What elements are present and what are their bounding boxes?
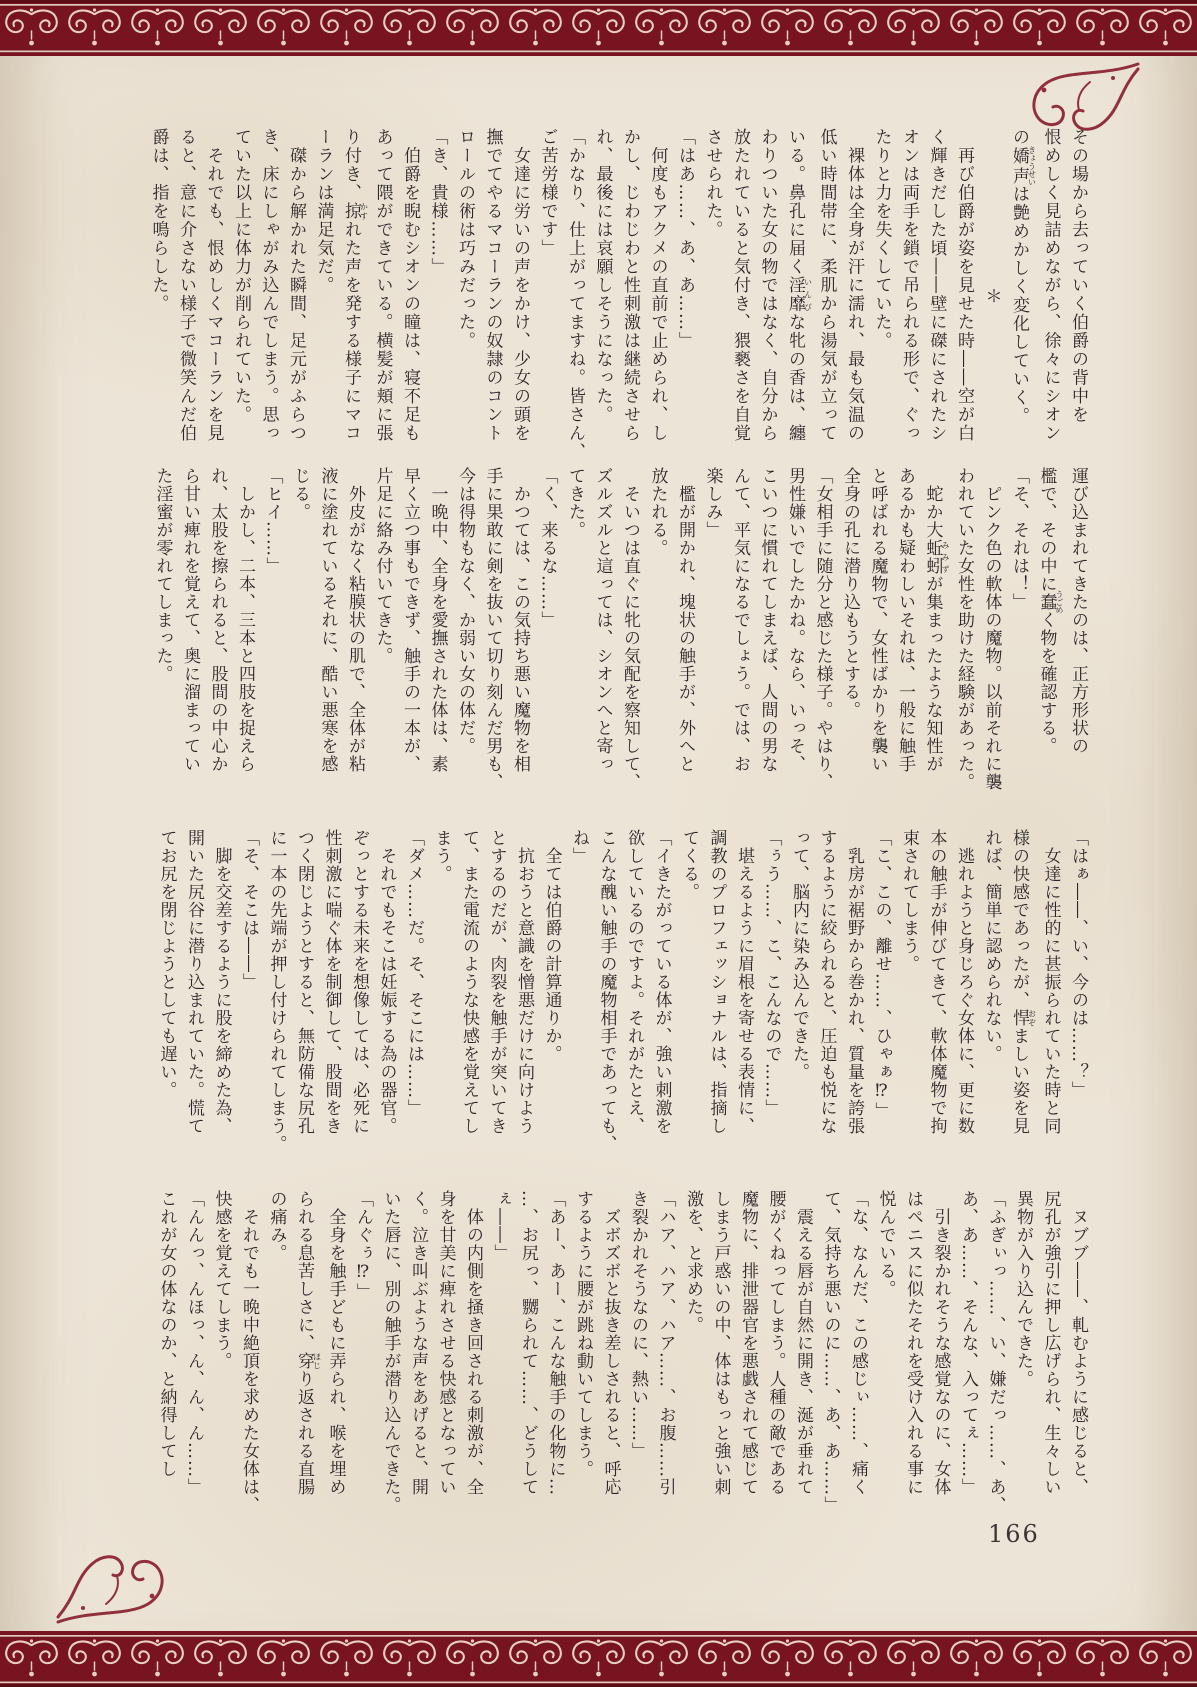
text-column: 「ふぎぃっ……、い、嫌だっ……、あ、 (985, 1190, 1006, 1514)
text-column: するように腰が跳ね動いてしまう。 (573, 1190, 593, 1478)
text-column: り付き、掠かすれた声を発する様子にマコ (341, 128, 369, 443)
text-column: するように絞られると、圧迫も悦にな (816, 829, 837, 1135)
text-column: てお尻を閉じようとしても遅い。 (156, 829, 177, 1099)
text-column: 撫でてやるマコーランの奴隷のコント (482, 128, 503, 443)
text-column: …、お尻っ、嬲られて……、どうして (518, 1190, 538, 1496)
text-column: の痛み。 (266, 1190, 287, 1262)
text-column: 「あー、あー、こんな触手の化物に… (545, 1190, 566, 1496)
text-column: それでもそこは妊娠する為の器官。 (376, 829, 397, 1135)
text-column: ると、意に介さない様子で微笑んだ伯 (176, 128, 196, 443)
text-column: 全身を触手どもに弄られ、喉を埋め (325, 1190, 346, 1496)
text-column: つく閉じようとすると、無防備な尻孔 (294, 829, 314, 1135)
text-column: た淫蜜が零れてしまった。 (152, 467, 173, 683)
text-column: 欲しているのですよ。それがたとえ、 (624, 829, 644, 1135)
text-column: て、また電流のような快感を覚えてし (459, 829, 479, 1135)
text-column: 様の快感であったが、悍おぞましい姿を見 (1009, 829, 1037, 1135)
text-column: あって隈ができている。横髪が頬に張 (372, 128, 393, 443)
text-column: って、脳内に染み込んできた。 (789, 829, 809, 1081)
text-column: 「そ、それは！」 (1009, 467, 1029, 611)
text-column: の嬌声きょうせいは艶めかしく変化していく。 (1009, 128, 1037, 426)
text-column: られる息苦しさに、穿ほじり返される直腸 (294, 1190, 322, 1496)
section-divider: ＊ (981, 286, 1002, 304)
text-column: しかし、二本、三本と四肢を捉えら (235, 467, 255, 773)
text-column: 「そ、そこは――」 (239, 829, 259, 991)
text-tier-3 (155, 829, 1091, 1182)
text-column: 手に果敢に剣を抜いて切り刻んだ男も、 (482, 467, 503, 791)
text-column: 蛇か大蚯蚓みみずが集まったような知性が (922, 467, 950, 773)
text-column: 引き裂かれそうな感覚なのに、女体 (930, 1190, 951, 1496)
text-column: 「ハア、ハア、ハア……、お腹……引 (655, 1190, 676, 1496)
text-column: 異物が入り込んできた。 (1013, 1190, 1033, 1388)
text-column: いた唇に、別の触手が潜り込んできた。 (380, 1190, 401, 1514)
text-column: 全身の孔に潜り込もうとする。 (840, 467, 860, 719)
text-column: かつては、この気持ち悪い魔物を相 (510, 467, 530, 773)
text-column: こいつに慣れてしまえば、人間の男な (757, 467, 778, 773)
text-column: 今は得物もなく、か弱い女の体だ。 (455, 467, 475, 755)
text-column: 女達に性的に甚振られていた時と同 (1040, 829, 1061, 1135)
text-column: ヌブブ――、軋むように感じると、 (1068, 1190, 1088, 1496)
ornament-border-top-icon (0, 0, 1197, 56)
text-column: ていた以上に体力が削られていた。 (231, 128, 251, 424)
text-column: ね」 (569, 829, 589, 865)
text-column: それでも一晩中絶頂を求めた女体は、 (239, 1190, 259, 1514)
text-column: しまう戸惑いの中、体はもっと強い刺 (710, 1190, 731, 1496)
text-column: そいつは直ぐに牝の気配を察知して、 (620, 467, 640, 791)
text-column: 放たれる。 (647, 467, 668, 557)
text-column: 身を甘美に痺れさせる快感となってい (435, 1190, 456, 1496)
text-tier-2 (152, 467, 1091, 820)
text-column: 開いた尻谷に潜り込まれていた。慌て (184, 829, 204, 1135)
text-column: 放たれていると気付き、猥褻さを自覚 (730, 128, 750, 443)
text-column: 堪えるように眉根を寄せる表情に、 (734, 829, 754, 1135)
text-column: 逃れようと身じろぐ女体に、更に数 (954, 829, 974, 1135)
text-column: 抗おうと意識を憎悪だけに向けよう (514, 829, 534, 1135)
text-column: 磔から解かれた瞬間、足元がふらつ (286, 128, 306, 443)
text-column: 檻で、その中に蠢うごめく物を確認する。 (1036, 467, 1064, 755)
text-column: 「く、来るな……」 (537, 467, 558, 629)
text-column: 檻が開かれ、塊状の触手が、外へと (675, 467, 695, 773)
text-column: 性刺激に喘ぐ体を制御して、股間をき (321, 829, 342, 1135)
text-column: 「はあ……、あ、あ……」 (675, 128, 695, 350)
text-column: 片足に絡み付いてきた。 (372, 467, 393, 665)
text-column: 再び伯爵が姿を見せた時――空が白 (954, 128, 974, 443)
text-column: れば、簡単に認められない。 (981, 829, 1002, 1063)
text-column: とするのだが、肉裂を触手が突いてき (486, 829, 507, 1135)
text-column: われていた女性を助けた経験があった。 (954, 467, 974, 791)
text-column: ぇ――」 (490, 1190, 511, 1262)
text-column: れ、最後には哀願しそうになった。 (592, 128, 613, 424)
text-column: 「こ、この、離せ……、ひゃぁ⁉」 (871, 829, 892, 1120)
text-column: 「ダメ……だ。そ、そこには……」 (404, 829, 424, 1117)
text-column: かし、じわじわと性刺激は継続させら (620, 128, 640, 443)
text-column: 本の触手が伸びてきて、軟体魔物で拘 (926, 829, 947, 1135)
text-column: 一晩中、全身を愛撫された体は、素 (427, 467, 448, 773)
text-column: れ、太股を擦られると、股間の中心か (207, 467, 228, 773)
text-column: 調教のプロフェッショナルは、指摘し (706, 829, 727, 1135)
text-column: こんな醜い触手の魔物相手であっても、 (596, 829, 617, 1153)
text-column: 「かなり、仕上がってますね。皆さん、 (565, 128, 585, 461)
text-column: はペニスに似たそれを受け入れる事に (903, 1190, 923, 1496)
text-column: ぞっとする未来を想像しては、必死に (349, 829, 369, 1135)
text-column: と呼ばれる魔物で、女性ばかりを襲い (867, 467, 888, 773)
text-column: ズルズルと這っては、シオンへと寄っ (592, 467, 613, 773)
text-tier-4 (155, 1190, 1091, 1544)
text-column: 「な、なんだ、この感じぃ……、痛く (848, 1190, 868, 1496)
text-column: ら甘い痺れを覚えて、奥に溜まってい (180, 467, 200, 773)
text-column: 「き、貴様……」 (427, 128, 448, 276)
text-column: 「んぐぅ⁉」 (353, 1190, 373, 1301)
text-column: き、床にしゃがみ込んでしまう。思っ (258, 128, 279, 443)
text-column: 何度もアクメの直前で止められ、し (647, 128, 668, 443)
text-column: て、気持ち悪いのに……、あ、あ……」 (820, 1190, 841, 1514)
text-column: ズボズボと抜き差しされると、呼応 (600, 1190, 621, 1496)
text-column: わりついた女の物ではなく、自分から (757, 128, 778, 443)
text-column: あるかも疑わしいそれは、一般に触手 (895, 467, 915, 773)
text-column: ロールの術は巧みだった。 (455, 128, 475, 350)
text-column: 乳房が裾野から巻かれ、質量を誇張 (844, 829, 864, 1135)
text-column: させられた。 (702, 128, 723, 239)
text-column: 体の内側を掻き回される刺激が、全 (463, 1190, 483, 1496)
ornament-border-bottom-icon (0, 1631, 1197, 1687)
text-column: 「はぁ――、い、今のは……？」 (1068, 829, 1088, 1099)
text-column: それでも、恨めしくマコーランを見 (203, 128, 224, 443)
text-column: 男性嫌いでしたかね。なら、いっそ、 (785, 467, 805, 773)
text-column: 楽しみ」 (702, 467, 723, 539)
page-number: 166 (988, 1520, 1040, 1548)
text-column: たりと力を失くしていた。 (871, 128, 892, 350)
text-column: き裂かれそうなのに、熱い……」 (628, 1190, 648, 1460)
text-column: 「んんっ、んほっ、ん、ん、ん……」 (184, 1190, 204, 1496)
text-column: ご苦労様です」 (537, 128, 558, 258)
text-column: ピンク色の軟体の魔物。以前それに襲 (981, 467, 1002, 791)
text-column: 「女相手に随分と感じた様子。やはり、 (812, 467, 833, 791)
text-column: く輝きだした頃――壁に磔にされたシ (926, 128, 947, 443)
text-column: その場から去っていく伯爵の背中を (1068, 128, 1088, 424)
text-column: 爵は、指を鳴らした。 (148, 128, 169, 313)
text-column: んて、平気になるでしょう。では、お (730, 467, 750, 773)
text-column: これが女の体なのか、と納得してし (156, 1190, 177, 1478)
text-column: 外皮がなく粘膜状の肌で、全体が粘 (345, 467, 365, 773)
text-column: 「ぅう……、こ、こんなので……」 (761, 829, 782, 1117)
text-tier-1 (148, 128, 1091, 462)
text-column: 裸体は全身が汗に濡れ、最も気温の (844, 128, 864, 443)
text-column: まう。 (431, 829, 452, 883)
text-column: じる。 (290, 467, 310, 521)
text-column: てきた。 (565, 467, 585, 539)
text-column: 脚を交差するように股を締めた為、 (211, 829, 232, 1135)
text-column: 激を、と求めた。 (683, 1190, 703, 1334)
text-column: てくる。 (679, 829, 699, 901)
text-column: 恨めしく見詰めながら、徐々にシオン (1040, 128, 1061, 443)
text-column: 「イきたがっている体が、強い刺激を (651, 829, 672, 1135)
text-column: 魔物に、排泄器官を悪戯されて感じて (738, 1190, 758, 1496)
text-column: いる。鼻孔に届く淫靡いんびな牝の香は、纏 (785, 128, 813, 443)
text-column: 全ては伯爵の計算通りか。 (541, 829, 562, 1063)
text-column: 「ヒイ……」 (262, 467, 283, 575)
text-column: あ、あ……、そんな、入ってぇ……」 (958, 1190, 978, 1496)
text-column: 伯爵を睨むシオンの瞳は、寝不足も (400, 128, 420, 443)
text-column: 低い時間帯に、柔肌から湯気が立って (816, 128, 837, 443)
text-column: 尻孔が強引に押し広げられ、生々しい (1040, 1190, 1061, 1496)
text-column: く。泣き叫ぶような声をあげると、開 (408, 1190, 428, 1496)
corner-flourish-bottom-left-icon (56, 1540, 178, 1626)
text-column: に一本の先端が押し付けられてしまう。 (266, 829, 287, 1153)
text-column: 女達に労いの声をかけ、少女の頭を (510, 128, 530, 443)
text-column: 液に塗れているそれに、酷い悪寒を感 (317, 467, 338, 773)
text-column: 快感を覚えてしまう。 (211, 1190, 232, 1370)
text-column: ーランは満足気だ。 (313, 128, 334, 295)
text-column: オンは両手を鎖で吊られる形で、ぐっ (899, 128, 919, 443)
text-column: 早く立つ事もできず、触手の一本が、 (400, 467, 420, 773)
text-column: 腰がくねってしまう。人種の敵である (765, 1190, 786, 1496)
text-column: 震える唇が自然に開き、涎が垂れて (793, 1190, 813, 1496)
text-column: 悦んでいる。 (875, 1190, 896, 1298)
text-column: 束されてしまう。 (899, 829, 919, 973)
text-column: 運び込まれてきたのは、正方形状の (1068, 467, 1088, 755)
